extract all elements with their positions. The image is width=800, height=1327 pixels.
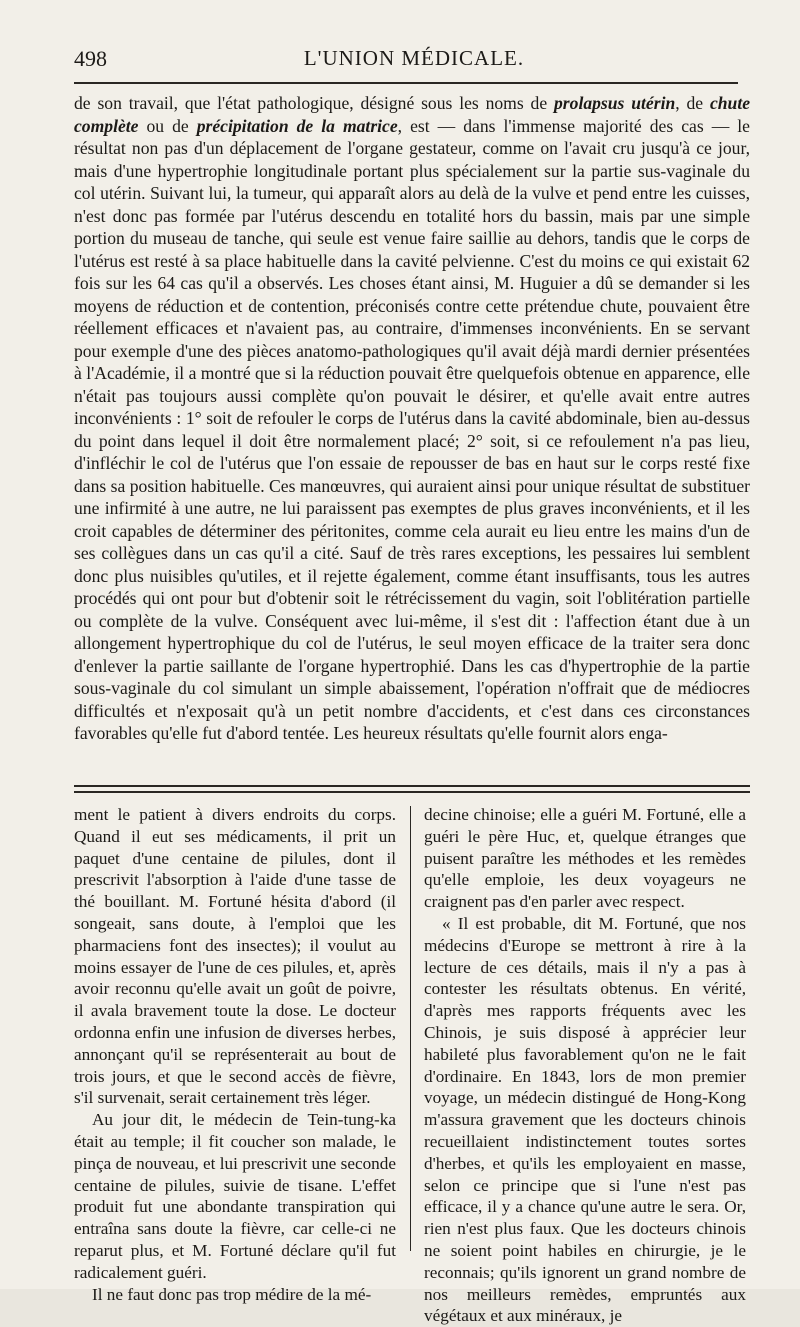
feuilleton-right-column [424,804,746,1327]
right-paragraph-1: decine chinoise; elle a guéri M. Fortuné, elle a guéri le père Huc, et, quelque étranges que puisent paraître les méthodes et les remèdes qu'elle emploie, les deux voyageurs ne craignent pas d'en parler avec respect. [424,805,746,912]
left-paragraph-1: ment le patient à divers endroits du corps. Quand il eut ses médicaments, il prit un paquet d'une centaine de pilules, dont il prescrivit l'absorption à l'aide d'une tasse de thé bouillant. M. Fortuné hésita d'abord (il songeait, sans doute, à l'emploi que les pharmaciens font des insectes); il voulut au moins essayer de l'une de ces pilules, et, après avoir reconnu qu'elle avait un goût de poivre, il avala bravement toute la dose. Le docteur ordonna enfin une infusion de diverses herbes, annonçant qu'il se représenterait au bout de trois jours, et que le second accès de fièvre, s'il survenait, serait certainement très léger. [74,805,396,1108]
text-run: de son travail, que l'état pathologique, désigné sous les noms de [74,93,554,113]
page-header [74,46,754,76]
left-paragraph-2: Au jour dit, le médecin de Tein-tung-ka était au temple; il fit coucher son malade, le pinça de nouveau, et lui prescrivit une seconde centaine de pilules, suivie de tisane. L'effet produit fut une abondante transpiration qui entraîna sans doute la fièvre, car celle-ci ne reparut plus, et M. Fortuné déclare qu'il fut radicalement guéri. [74,1110,396,1282]
column-divider [410,806,411,1251]
right-paragraph-2: « Il est probable, dit M. Fortuné, que nos médecins d'Europe se mettront à rire à la lecture de ces détails, mais il n'y a pas à contester les résultats obtenus. En vérité, d'après mes rapports fréquents avec les Chinois, je suis disposé à apprécier leur habileté plus favorablement qu'on ne le fait d'ordinaire. En 1843, lors de mon premier voyage, un médecin distingué de Hong-Kong m'assura gravement que les docteurs chinois recueillaient indistinctement toutes sortes d'herbes, et qu'ils les employaient en masse, selon ce principe que si l'une n'est pas efficace, il y a chance qu'une autre le sera. Or, rien n'est plus faux. Que les docteurs chinois ne soient point habiles en chirurgie, je le reconnais; qu'ils ignorent un grand nombre de nos meilleurs remèdes, empruntés aux végétaux et aux minéraux, je [424,913,746,1326]
header-rule [74,82,738,84]
feuilleton-separator-rule [74,785,750,793]
text-run: ou de [138,115,197,136]
feuilleton-left-column [74,804,396,1305]
page-number: 498 [74,46,107,71]
main-paragraph [74,92,750,745]
running-title: L'UNION MÉDICALE. [303,46,525,70]
italic-term: précipitation de la matrice [196,115,398,136]
italic-term: chute complète [74,93,751,136]
italic-term: prolapsus utérin [554,93,676,113]
text-run: , de [675,93,710,113]
text-run: , est — dans l'immense majorité des cas — le résultat non pas d'un déplacement de l'organe gestateur, comme on l'avait cru jusqu'à ce jour, mais d'une hypertrophie longitudinale portant plus spécialement sur la partie sus-vaginale du col utérin. Suivant lui, la tumeur, qui apparaît alors au delà de la vulve et pend entre les cuisses, n'est donc pas formée par l'utérus descendu en totalité hors du bassin, mais par une simple portion du museau de tanche, qui seule est venue faire saillie au dehors, tandis que le corps de l'utérus est resté à sa place habituelle dans la cavité pelvienne. C'est du moins ce qui existait 62 fois sur les 64 cas qu'il a observés. Les choses étant ainsi, M. Huguier a dû se demander si les moyens de réduction et de contention, préconisés contre cette prétendue chute, pouvaient être réellement efficaces et n'avaient pas, au contraire, d'immenses inconvénients. En se servant pour exemple d'une des pièces anatomo-pathologiques qu'il avait déjà mardi dernier présentées à l'Académie, il a montré que si la réduction pouvait être quelquefois obtenue en apparence, elle n'était pas toujours aussi complète qu'on pouvait le désirer, et qu'elle avait entre autres inconvénients : 1° soit de refouler le corps de l'utérus dans la cavité abdominale, bien au-dessus du point dans lequel il doit être normalement placé; 2° soit, si ce refoulement n'a pas lieu, d'infléchir le col de l'utérus que l'on essaie de repousser de bas en haut sur le corps resté fixe dans sa position habituelle. Ces manœuvres, qui auraient ainsi pour unique résultat de substituer une infirmité à une autre, ne lui paraissent pas exemptes de plus graves inconvénients, et il les croit capables de déterminer des péritonites, comme cela aurait eu lieu entre les mains d'un de ses collègues dans un cas qu'il a cité. Sauf de très rares exceptions, les pessaires lui semblent donc plus nuisibles qu'utiles, et il rejette également, comme étant insuffisants, tous les autres procédés qui ont pour but d'obtenir soit le rétrécissement du vagin, soit l'oblitération partielle ou complète de la vulve. Conséquent avec lui-même, il s'est dit : l'affection étant due à un allongement hypertrophique du col de l'utérus, le seul moyen efficace de la traiter sera donc d'enlever la partie saillante de l'organe hypertrophié. Dans les cas d'hypertrophie de la partie sous-vaginale du col simulant un simple abaissement, l'opération n'offrait que de médiocres difficultés et n'exposait qu'à un petit nombre d'accidents, et c'est dans ces circonstances favorables qu'elle fut d'abord tentée. Les heureux résultats qu'elle fournit alors enga- [74,115,750,743]
left-paragraph-3: Il ne faut donc pas trop médire de la mé- [92,1284,372,1304]
main-article-text [74,92,750,745]
